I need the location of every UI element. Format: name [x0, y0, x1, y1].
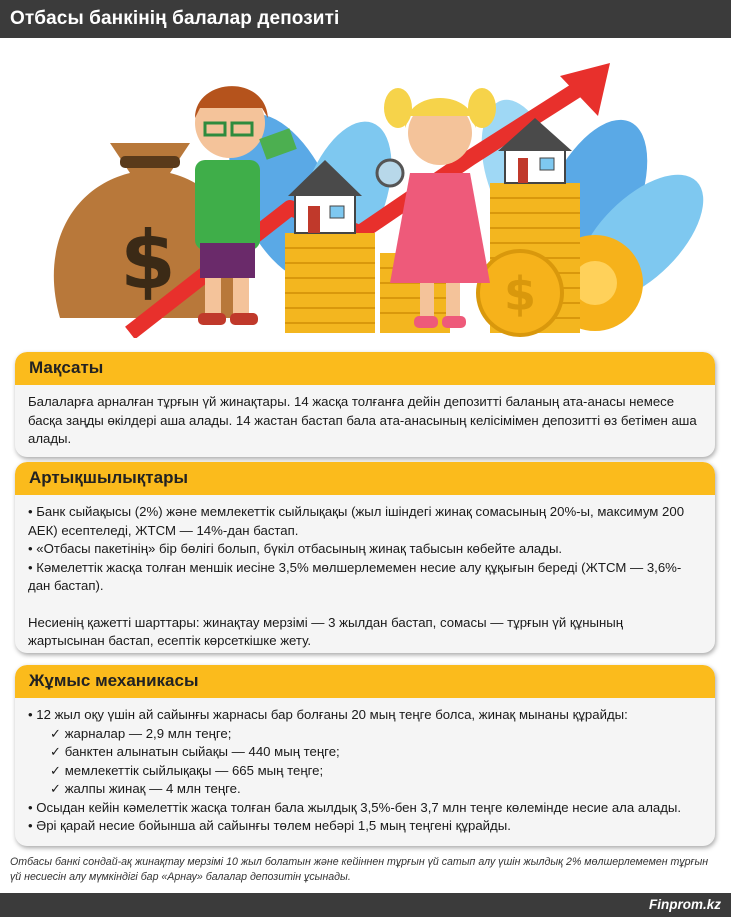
conditions-text: Несиенің қажетті шарттары: жинақтау мерзімі — 3 жылдан бастап, сомасы — тұрғын үй құнының жартысынан бастап, есептік көрсеткішке жету.	[28, 614, 624, 648]
brand-logo: Finprom.kz	[648, 897, 721, 912]
list-item: • Әрі қарай несие бойынша ай сайынғы төлем небәрі 1,5 мың теңгені құрайды.	[28, 818, 511, 833]
goal-card	[15, 352, 715, 457]
list-item: • Банк сыйақысы (2%) және мемлекеттік сыйлықақы (жыл ішіндегі жинақ сомасының 20%-ы, максимум 200 АЕК) есептеледі, ЖТСМ — 14%-дан бастап.	[28, 504, 685, 538]
advantages-list	[28, 503, 701, 596]
footer-bar	[0, 893, 731, 917]
check-item: ✓ жалпы жинақ — 4 млн теңге.	[50, 781, 241, 796]
advantages-card-header	[15, 462, 715, 495]
mechanics-title: Жұмыс механикасы	[29, 671, 199, 690]
goal-title: Мақсаты	[29, 358, 104, 377]
list-item: • Осыдан кейін кәмелеттік жасқа толған бала жылдық 3,5%-бен 3,7 млн теңге көлемінде несие ала алады.	[28, 799, 682, 815]
list-item: • Кәмелеттік жасқа толған меншік иесіне 3,5% мөлшерлемемен несие алу құқығын береді (ЖТСМ — 3,6%-дан бастап).	[28, 559, 682, 593]
list-item: • 12 жыл оқу үшін ай сайынғы жарнасы бар болғаны 20 мың теңге болса, жинақ мынаны құрайды:	[28, 707, 628, 722]
list-item: • «Отбасы пакетінің» бір бөлігі болып, бүкіл отбасының жинақ табысын көбейте алады.	[28, 541, 563, 556]
hero-illustration-svg	[0, 38, 731, 338]
svg-text:$: $	[120, 214, 176, 307]
hero-illustration	[0, 38, 731, 338]
page-title: Отбасы банкінің балалар депозиті	[10, 8, 340, 29]
svg-text:$: $	[503, 267, 537, 321]
mechanics-list	[28, 706, 701, 836]
footnote: Отбасы банкі сондай-ақ жинақтау мерзімі 10 жыл болатын және кейіннен тұрғын үй сатып алу үшін жылдық 2% мөлшерлемемен тұрғын үй несиесін алу мүмкіндігі бар «Арнау» балалар депозитін ұсынады.	[10, 856, 709, 883]
goal-text: Балаларға арналған тұрғын үй жинақтары. 14 жасқа толғанға дейін депозитті баланың ата-анасы немесе басқа заңды өкілдері аша алады. 14 жастан бастап бала ата-анасының келісімімен депозитті өз бетімен аша алады.	[28, 394, 697, 446]
advantages-title: Артықшылықтары	[29, 468, 188, 487]
check-item: ✓ мемлекеттік сыйлықақы — 665 мың теңге;	[50, 762, 324, 778]
header-bar	[0, 0, 731, 38]
advantages-card	[15, 462, 715, 653]
check-item: ✓ жарналар — 2,9 млн теңге;	[50, 725, 232, 741]
check-item: ✓ банктен алынатын сыйақы — 440 мың теңге;	[50, 744, 340, 759]
mechanics-card	[15, 665, 715, 846]
coin-icon	[478, 251, 562, 335]
mechanics-card-header	[15, 665, 715, 698]
goal-card-header	[15, 352, 715, 385]
